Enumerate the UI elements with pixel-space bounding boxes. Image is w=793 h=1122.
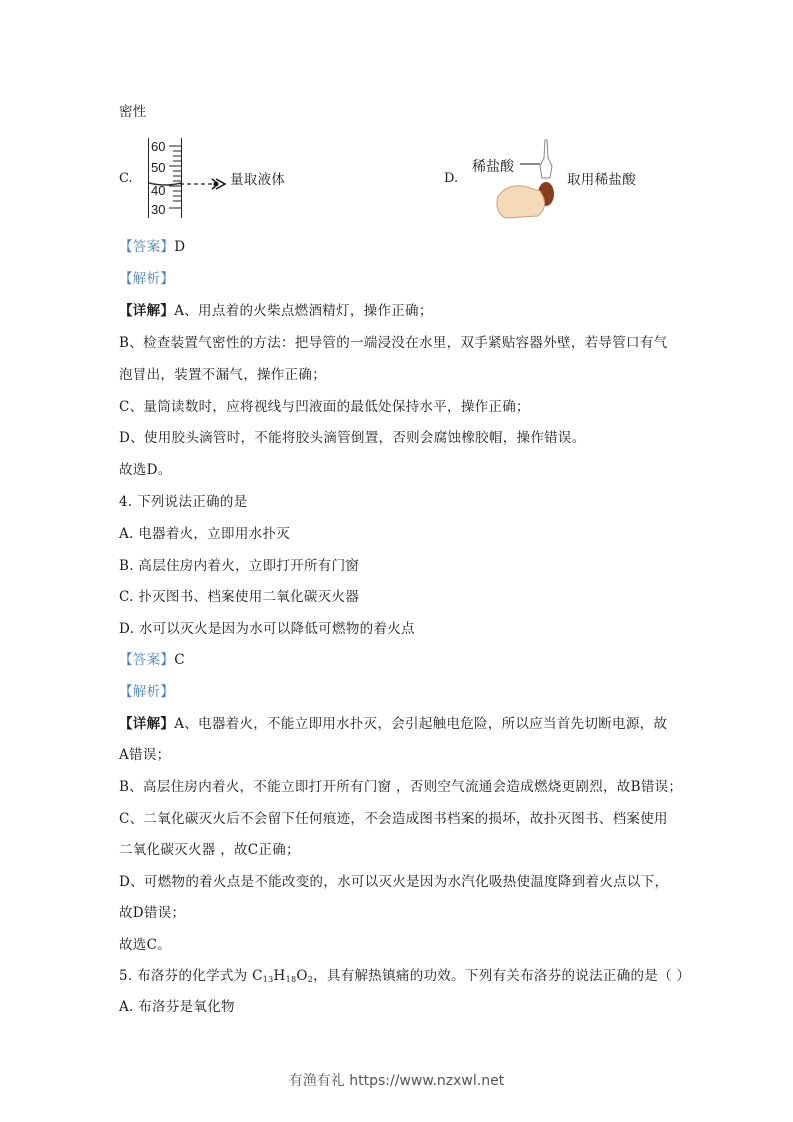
detail-line xyxy=(119,715,667,733)
stem-prefix: 5. 布洛芬的化学式为 xyxy=(119,968,253,984)
conclusion-text: 故选C。 xyxy=(119,937,172,953)
detail-text: 泡冒出，装置不漏气，操作正确； xyxy=(119,367,326,383)
footer-watermark: 有渔有礼 https://www.nzxwl.net xyxy=(288,1073,505,1089)
scale-label: 60 xyxy=(151,139,166,154)
answer-line xyxy=(119,651,185,669)
figure-caption: 取用稀盐酸 xyxy=(567,172,636,188)
detail-line xyxy=(119,302,433,320)
analysis-tag: 【解析】 xyxy=(119,271,175,287)
text-fragment: 密性 xyxy=(119,104,147,120)
chemical-formula: $C_{13}H_{18}O_2$ xyxy=(252,968,314,984)
option-c: C. 扑灭图书、档案使用二氧化碳灭火器 xyxy=(119,589,360,605)
conclusion-text: 故选D。 xyxy=(119,462,172,478)
dropper-hand-icon xyxy=(490,136,560,221)
answer-tag: 【答案】 xyxy=(119,239,175,255)
option-d: D. 水可以灭火是因为水可以降低可燃物的着火点 xyxy=(119,621,415,637)
question-stem: 4. 下列说法正确的是 xyxy=(119,494,248,510)
option-a: A. 布洛芬是氧化物 xyxy=(119,999,235,1015)
scale-label: 30 xyxy=(151,202,166,217)
stem-suffix: ，具有解热镇痛的功效。下列有关布洛芬的说法正确的是（ ） xyxy=(313,968,691,984)
option-label: C. xyxy=(119,171,133,186)
detail-text: A错误； xyxy=(119,747,171,763)
answer-line xyxy=(119,238,185,256)
reagent-label: 稀盐酸 xyxy=(472,159,514,175)
answer-value: C xyxy=(174,652,185,668)
analysis-tag: 【解析】 xyxy=(119,684,175,700)
scale-label: 50 xyxy=(151,160,166,175)
answer-tag: 【答案】 xyxy=(119,652,175,668)
figure-caption: 量取液体 xyxy=(230,172,286,188)
option-a: A. 电器着火，立即用水扑灭 xyxy=(119,526,291,542)
detail-text: C、二氧化碳灭火后不会留下任何痕迹，不会造成图书档案的损坏，故扑灭图书、档案使用 xyxy=(119,811,668,827)
detail-tag: 【详解】 xyxy=(119,303,175,319)
scale-label: 40 xyxy=(151,183,166,198)
option-label: D. xyxy=(444,171,459,186)
detail-text: D、可燃物的着火点是不能改变的，水可以灭火是因为水汽化吸热使温度降到着火点以下， xyxy=(119,874,669,890)
detail-text: B、高层住房内着火，不能立即打开所有门窗 ，否则空气流通会造成燃烧更剧烈，故B错误； xyxy=(119,779,683,795)
question-stem xyxy=(119,967,690,989)
detail-tag: 【详解】 xyxy=(119,716,175,732)
detail-text: A、电器着火，不能立即用水扑灭，会引起触电危险，所以应当首先切断电源，故 xyxy=(174,716,668,732)
detail-text: B、检查装置气密性的方法：把导管的一端浸没在水里，双手紧贴容器外壁，若导管口有气 xyxy=(119,335,668,351)
detail-text: 故D错误； xyxy=(119,905,186,921)
detail-text: D、使用胶头滴管时，不能将胶头滴管倒置，否则会腐蚀橡胶帽，操作错误。 xyxy=(119,430,586,446)
detail-text: A、用点着的火柴点燃酒精灯，操作正确； xyxy=(174,303,433,319)
detail-text: 二氧化碳灭火器 ，故C正确； xyxy=(119,842,300,858)
option-b: B. 高层住房内着火，立即打开所有门窗 xyxy=(119,558,360,574)
eye-sightline-icon xyxy=(180,176,230,192)
answer-value: D xyxy=(174,239,186,255)
detail-text: C、量筒读数时，应将视线与凹液面的最低处保持水平，操作正确； xyxy=(119,399,530,415)
